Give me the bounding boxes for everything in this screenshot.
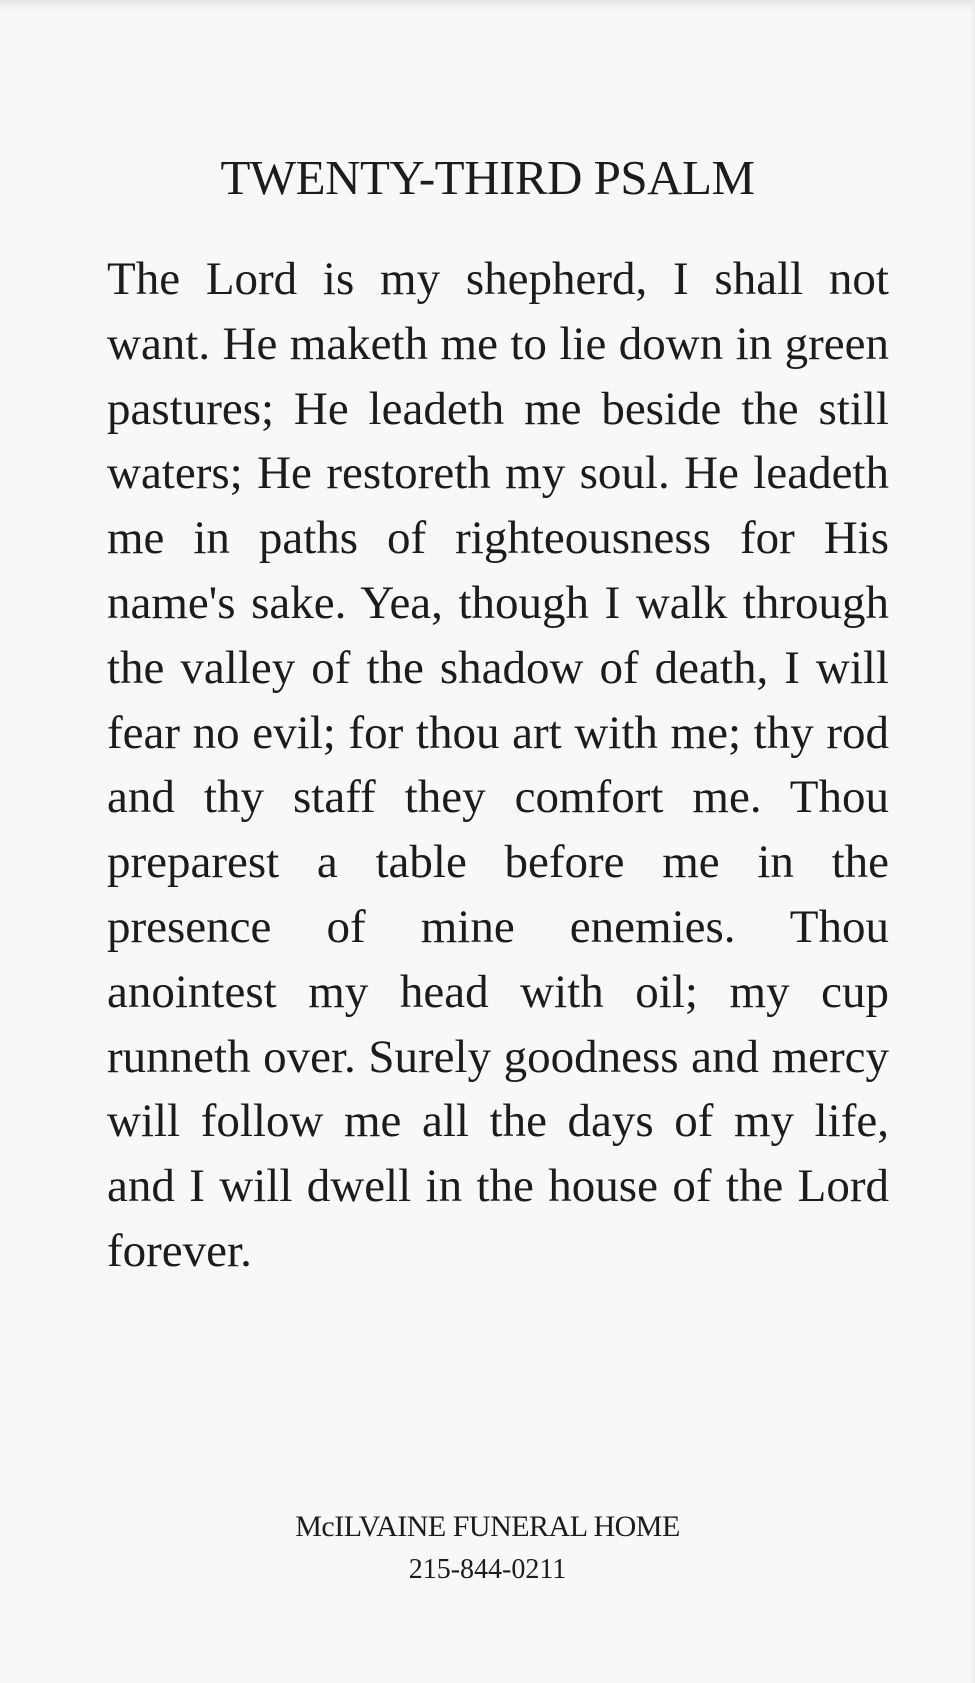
card-edge-shadow-right <box>969 0 975 1683</box>
funeral-home-phone: 215-844-0211 <box>408 1554 567 1585</box>
card-title: TWENTY-THIRD PSALM <box>220 150 755 205</box>
card-edge-shadow <box>0 0 975 10</box>
psalm-text: The Lord is my shepherd, I shall not want. He maketh me to lie down in green pastures; He leadeth me beside the still waters; He restoreth my soul. He leadeth me in paths of righteousness for His name's sake. Yea, though I walk through the valley of the shadow of death, I will fear no evil; for thou art with me; thy rod and thy staff they comfort me. Thou preparest a table before me in the presence of mine enemies. Thou anointest my head with oil; my cup runneth over. Surely goodness and mercy will follow me all the days of my life, and I will dwell in the house of the Lord forever. <box>107 253 889 1277</box>
funeral-home-name: McILVAINE FUNERAL HOME <box>295 1510 680 1543</box>
